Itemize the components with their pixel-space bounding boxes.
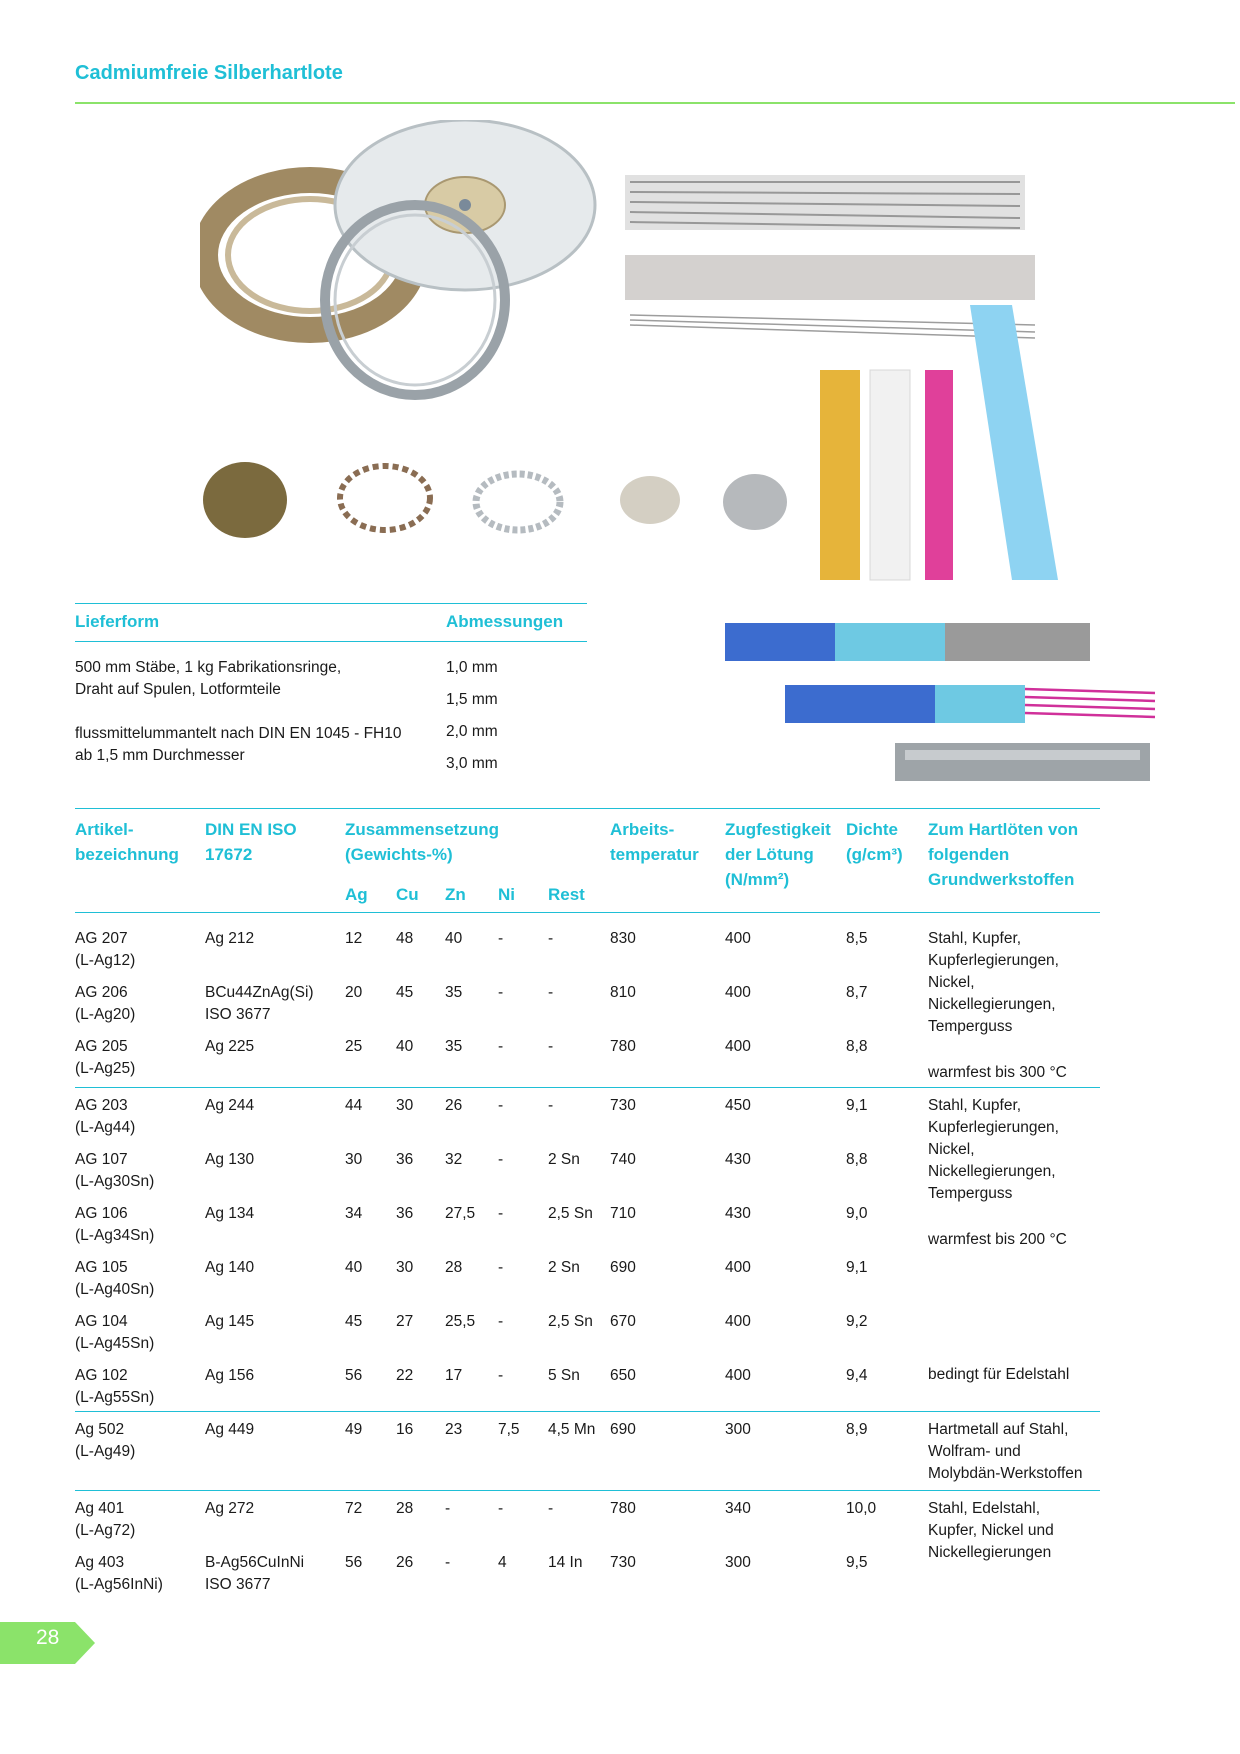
cell-din: Ag 145 [205, 1313, 255, 1330]
cell-dichte: 10,0 [846, 1500, 877, 1517]
cell-temp: 670 [610, 1313, 636, 1330]
cell-zug: 300 [725, 1554, 751, 1571]
cell-art: AG 205 (L-Ag25) [75, 1038, 136, 1077]
cell-din: Ag 212 [205, 930, 255, 947]
cell-ag: 44 [345, 1097, 363, 1114]
cell-dichte: 8,9 [846, 1421, 868, 1438]
cell-ni: - [498, 930, 504, 947]
cell-rest: 2 Sn [548, 1259, 580, 1276]
note-base-materials: Stahl, Kupfer, Kupferlegierungen, Nickel, Nickellegierungen, Temperguss [928, 930, 1059, 1035]
cell-dichte: 8,8 [846, 1038, 868, 1055]
cell-din: Ag 156 [205, 1367, 255, 1384]
page-number: 28 [36, 1626, 60, 1649]
cell-temp: 830 [610, 930, 636, 947]
cell-art: AG 206 (L-Ag20) [75, 984, 136, 1023]
abmessungen-header: Abmessungen [446, 612, 564, 631]
header-rest: Rest [548, 885, 585, 904]
cell-cu: 36 [396, 1151, 414, 1168]
dimension-value: 3,0 mm [446, 755, 498, 772]
cell-zn: 26 [445, 1097, 463, 1114]
product-photo [200, 120, 1080, 590]
cell-din: BCu44ZnAg(Si) ISO 3677 [205, 984, 314, 1023]
cell-art: AG 106 (L-Ag34Sn) [75, 1205, 155, 1244]
cell-din: Ag 244 [205, 1097, 255, 1114]
cell-temp: 650 [610, 1367, 636, 1384]
cell-zn: 17 [445, 1367, 463, 1384]
cell-temp: 810 [610, 984, 636, 1001]
note-heat-resistance: warmfest bis 200 °C [928, 1231, 1067, 1248]
cell-temp: 710 [610, 1205, 636, 1222]
cell-temp: 780 [610, 1500, 636, 1517]
cell-ni: - [498, 1313, 504, 1330]
cell-zug: 450 [725, 1097, 751, 1114]
header-din: DIN EN ISO 17672 [205, 820, 297, 864]
cell-ag: 49 [345, 1421, 363, 1438]
cell-zug: 400 [725, 1313, 751, 1330]
cell-art: AG 107 (L-Ag30Sn) [75, 1151, 155, 1190]
cell-temp: 690 [610, 1259, 636, 1276]
cell-zn: 28 [445, 1259, 463, 1276]
cell-cu: 36 [396, 1205, 414, 1222]
cell-rest: 5 Sn [548, 1367, 580, 1384]
cell-temp: 730 [610, 1554, 636, 1571]
cell-zug: 300 [725, 1421, 751, 1438]
header-dichte: Dichte (g/cm³) [846, 820, 903, 864]
page-title: Cadmiumfreie Silberhartlote [75, 62, 343, 84]
cell-din: Ag 272 [205, 1500, 255, 1517]
note-base-materials: Stahl, Edelstahl, Kupfer, Nickel und Nickellegierungen [928, 1500, 1054, 1561]
header-zn: Zn [445, 885, 466, 904]
cell-dichte: 9,2 [846, 1313, 868, 1330]
cell-ni: 4 [498, 1554, 507, 1571]
dimension-value: 2,0 mm [446, 723, 498, 740]
cell-ni: - [498, 1367, 504, 1384]
cell-cu: 27 [396, 1313, 414, 1330]
title-divider [75, 102, 1235, 104]
cell-ag: 45 [345, 1313, 363, 1330]
cell-rest: - [548, 1097, 554, 1114]
lieferform-header: Lieferform [75, 612, 160, 631]
cell-rest: 2,5 Sn [548, 1313, 593, 1330]
cell-temp: 690 [610, 1421, 636, 1438]
note-stainless: bedingt für Edelstahl [928, 1366, 1070, 1383]
cell-cu: 30 [396, 1259, 414, 1276]
header-zugfestigkeit: Zugfestigkeit der Lötung (N/mm²) [725, 820, 831, 889]
header-artikel: Artikel- bezeichnung [75, 820, 179, 864]
cell-temp: 730 [610, 1097, 636, 1114]
cell-ag: 34 [345, 1205, 363, 1222]
group-divider [75, 1087, 1100, 1088]
cell-rest: - [548, 930, 554, 947]
cell-ni: - [498, 1500, 504, 1517]
cell-art: AG 104 (L-Ag45Sn) [75, 1313, 155, 1352]
lieferform-item: flussmittelummantelt nach DIN EN 1045 - FH10 ab 1,5 mm Durchmesser [75, 725, 402, 764]
cell-art: AG 105 (L-Ag40Sn) [75, 1259, 155, 1298]
cell-cu: 45 [396, 984, 414, 1001]
cell-zug: 400 [725, 1038, 751, 1055]
cell-din: B-Ag56CuInNi ISO 3677 [205, 1554, 305, 1593]
header-cu: Cu [396, 885, 419, 904]
cell-ag: 40 [345, 1259, 363, 1276]
table-header-rule [75, 912, 1100, 913]
cell-din: Ag 225 [205, 1038, 255, 1055]
cell-art: Ag 401 (L-Ag72) [75, 1500, 136, 1539]
cell-cu: 40 [396, 1038, 414, 1055]
cell-cu: 48 [396, 930, 414, 947]
cell-rest: 14 In [548, 1554, 583, 1571]
dimension-value: 1,5 mm [446, 691, 498, 708]
cell-din: Ag 140 [205, 1259, 255, 1276]
cell-zn: 25,5 [445, 1313, 476, 1330]
cell-art: AG 207 (L-Ag12) [75, 930, 136, 969]
cell-dichte: 8,8 [846, 1151, 868, 1168]
group-divider [75, 1490, 1100, 1491]
header-ni: Ni [498, 885, 515, 904]
cell-zn: 27,5 [445, 1205, 476, 1222]
cell-cu: 22 [396, 1367, 414, 1384]
lieferform-top-rule [75, 603, 587, 604]
cell-din: Ag 130 [205, 1151, 255, 1168]
cell-rest: 2,5 Sn [548, 1205, 593, 1222]
table-top-rule [75, 808, 1100, 809]
cell-zug: 430 [725, 1205, 751, 1222]
cell-ag: 12 [345, 930, 363, 947]
dimension-value: 1,0 mm [446, 659, 498, 676]
cell-art: Ag 403 (L-Ag56InNi) [75, 1554, 163, 1593]
cell-zug: 400 [725, 1367, 751, 1384]
cell-ni: - [498, 1097, 504, 1114]
cell-cu: 28 [396, 1500, 414, 1517]
cell-zug: 400 [725, 1259, 751, 1276]
header-zusammensetzung: Zusammensetzung (Gewichts-%) [345, 820, 499, 864]
cell-dichte: 9,5 [846, 1554, 868, 1571]
cell-ni: - [498, 1259, 504, 1276]
cell-rest: - [548, 984, 554, 1001]
cell-zn: 40 [445, 930, 463, 947]
cell-ni: - [498, 1205, 504, 1222]
cell-temp: 780 [610, 1038, 636, 1055]
cell-ag: 56 [345, 1554, 363, 1571]
cell-zug: 400 [725, 930, 751, 947]
cell-cu: 26 [396, 1554, 414, 1571]
cell-din: Ag 449 [205, 1421, 255, 1438]
header-temperatur: Arbeits- temperatur [610, 820, 699, 864]
cell-dichte: 8,7 [846, 984, 868, 1001]
cell-din: Ag 134 [205, 1205, 255, 1222]
cell-ag: 25 [345, 1038, 363, 1055]
packaging-photo [715, 615, 1160, 795]
cell-ag: 56 [345, 1367, 363, 1384]
cell-zn: - [445, 1500, 451, 1517]
cell-art: AG 102 (L-Ag55Sn) [75, 1367, 155, 1406]
cell-rest: 2 Sn [548, 1151, 580, 1168]
cell-zug: 430 [725, 1151, 751, 1168]
cell-dichte: 9,1 [846, 1097, 868, 1114]
cell-rest: - [548, 1038, 554, 1055]
cell-temp: 740 [610, 1151, 636, 1168]
cell-ni: - [498, 1038, 504, 1055]
header-ag: Ag [345, 885, 368, 904]
cell-zn: 35 [445, 984, 463, 1001]
cell-rest: - [548, 1500, 554, 1517]
cell-art: AG 203 (L-Ag44) [75, 1097, 136, 1136]
cell-zug: 340 [725, 1500, 751, 1517]
cell-ag: 20 [345, 984, 363, 1001]
cell-zn: 35 [445, 1038, 463, 1055]
cell-dichte: 9,1 [846, 1259, 868, 1276]
cell-zn: 32 [445, 1151, 463, 1168]
cell-cu: 16 [396, 1421, 414, 1438]
cell-rest: 4,5 Mn [548, 1421, 596, 1438]
cell-ni: - [498, 984, 504, 1001]
cell-zug: 400 [725, 984, 751, 1001]
lieferform-header-rule [75, 641, 587, 642]
note-base-materials: Hartmetall auf Stahl, Wolfram- und Molybdän-Werkstoffen [928, 1421, 1083, 1482]
note-base-materials: Stahl, Kupfer, Kupferlegierungen, Nickel, Nickellegierungen, Temperguss [928, 1097, 1059, 1202]
cell-ag: 72 [345, 1500, 363, 1517]
cell-zn: - [445, 1554, 451, 1571]
cell-dichte: 9,4 [846, 1367, 868, 1384]
cell-ni: 7,5 [498, 1421, 520, 1438]
cell-dichte: 8,5 [846, 930, 868, 947]
cell-dichte: 9,0 [846, 1205, 868, 1222]
cell-ni: - [498, 1151, 504, 1168]
header-grundwerkstoffe: Zum Hartlöten von folgenden Grundwerkstoffen [928, 820, 1079, 889]
group-divider [75, 1411, 1100, 1412]
lieferform-item: 500 mm Stäbe, 1 kg Fabrikationsringe, Draht auf Spulen, Lotformteile [75, 659, 342, 698]
cell-cu: 30 [396, 1097, 414, 1114]
cell-zn: 23 [445, 1421, 463, 1438]
cell-ag: 30 [345, 1151, 363, 1168]
cell-art: Ag 502 (L-Ag49) [75, 1421, 136, 1460]
note-heat-resistance: warmfest bis 300 °C [928, 1064, 1067, 1081]
